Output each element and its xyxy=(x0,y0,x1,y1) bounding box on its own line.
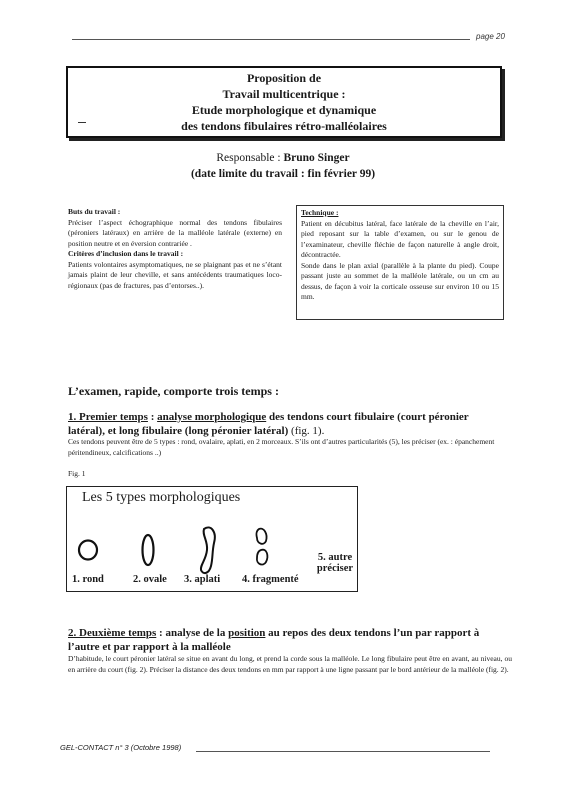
type-label-round: 1. rond xyxy=(72,574,104,585)
responsable-label: Responsable : xyxy=(216,152,284,164)
technique-text: Patient en décubitus latéral, face latérale de la cheville en l’air, pied reposant sur la table d’examen, ou sur le genou de l’examinateur, cheville fléchie de façon naturelle à angle droit, décontractée. xyxy=(301,218,499,259)
type-label-fragmented: 4. fragmenté xyxy=(242,574,299,585)
figure-title: Les 5 types morphologiques xyxy=(82,490,241,505)
page-number: page 20 xyxy=(476,32,505,41)
criteria-heading: Critères d’inclusion dans le travail : xyxy=(68,249,184,258)
technique-box xyxy=(296,205,504,320)
part1-sep: : xyxy=(147,411,158,423)
part2-body: D’habitude, le court péronier latéral se situe en avant du long, et prend la corde sous la malléole. Le long fibulaire peut être en avant, au niveau, ou en arrière du court (fig. 2). Préciser la distance des deux tendons en mm par rapport à une ligne passant par le bord antérieur de la malléole (fig. 2). xyxy=(68,654,512,674)
title-line: Proposition de xyxy=(246,71,322,85)
part1-topic: analyse morphologique xyxy=(157,411,267,423)
footer-rule xyxy=(196,751,490,752)
figure-label: Fig. 1 xyxy=(68,469,86,478)
deadline: (date limite du travail : fin février 99) xyxy=(190,168,376,180)
technique-heading: Technique : xyxy=(301,208,339,217)
part2-pre: : analyse de la xyxy=(156,627,229,639)
round-tendon-shape xyxy=(79,541,97,560)
header-rule xyxy=(72,39,470,40)
part2-topic: position xyxy=(228,627,266,639)
fragmented-tendon-shape-bottom xyxy=(257,550,267,565)
part1-body: Ces tendons peuvent être de 5 types : rond, ovalaire, aplati, en 2 morceaux. S’ils ont d’autres particularités (5), les préciser (ex. : épanchement péritendineux, calcifications ..) xyxy=(68,437,495,457)
flat-tendon-shape xyxy=(201,527,215,573)
type-label-oval: 2. ovale xyxy=(133,574,167,585)
type5-line1: 5. autre xyxy=(317,552,353,563)
responsable-name: Bruno Singer xyxy=(283,152,350,164)
part1-label: 1. Premier temps xyxy=(68,411,148,423)
goals-heading: Buts du travail : xyxy=(68,207,121,216)
type-label-other xyxy=(314,552,356,574)
part1-rest: des tendons court fibulaire (court péronier latéral), et long fibulaire (long péronier latéral) xyxy=(68,411,469,437)
oval-tendon-shape xyxy=(143,535,154,565)
section-title: L’examen, rapide, comporte trois temps : xyxy=(68,384,279,398)
title-box xyxy=(66,66,502,138)
type5-line2: préciser xyxy=(316,563,354,574)
title-line: des tendons fibulaires rétro-malléolaires xyxy=(181,119,387,133)
part2-rest: au repos des deux tendons l’un par rapport à l’autre et par rapport à la malléole xyxy=(68,627,480,653)
title-line: Etude morphologique et dynamique xyxy=(191,103,377,117)
title-line: Travail multicentrique : xyxy=(222,87,346,101)
fragmented-tendon-shape-top xyxy=(256,529,266,544)
goals-text: Préciser l’aspect échographique normal des tendons fibulaires (péroniers latéraux) en arrière de la malléole latérale (externe) en position neutre et en éversion contrariée . xyxy=(68,217,282,248)
footer-text: GEL-CONTACT n° 3 (Octobre 1998) xyxy=(60,743,182,752)
part2-label: 2. Deuxième temps xyxy=(68,627,157,639)
responsable-block xyxy=(0,150,566,182)
stray-mark xyxy=(78,122,86,123)
part1-ref: (fig. 1). xyxy=(288,425,325,437)
part1-heading xyxy=(68,410,508,438)
technique-text-2: Sonde dans le plan axial (parallèle à la plante du pied). Coupe passant juste au sommet de la malléole latérale, ou un cm au dessus, de façon à voir la corticale osseuse sur environ 10 ou 15 mm. xyxy=(301,260,499,301)
goals-block xyxy=(68,207,282,291)
criteria-text: Patients volontaires asymptomatiques, ne se plaignant pas et ne s’étant jamais plaint de leur cheville, et sans antécédents traumatiques loco-régionaux (pas de fractures, pas d’entorses..). xyxy=(68,259,282,290)
type-label-flat: 3. aplati xyxy=(184,574,221,585)
part2-heading xyxy=(68,626,512,654)
